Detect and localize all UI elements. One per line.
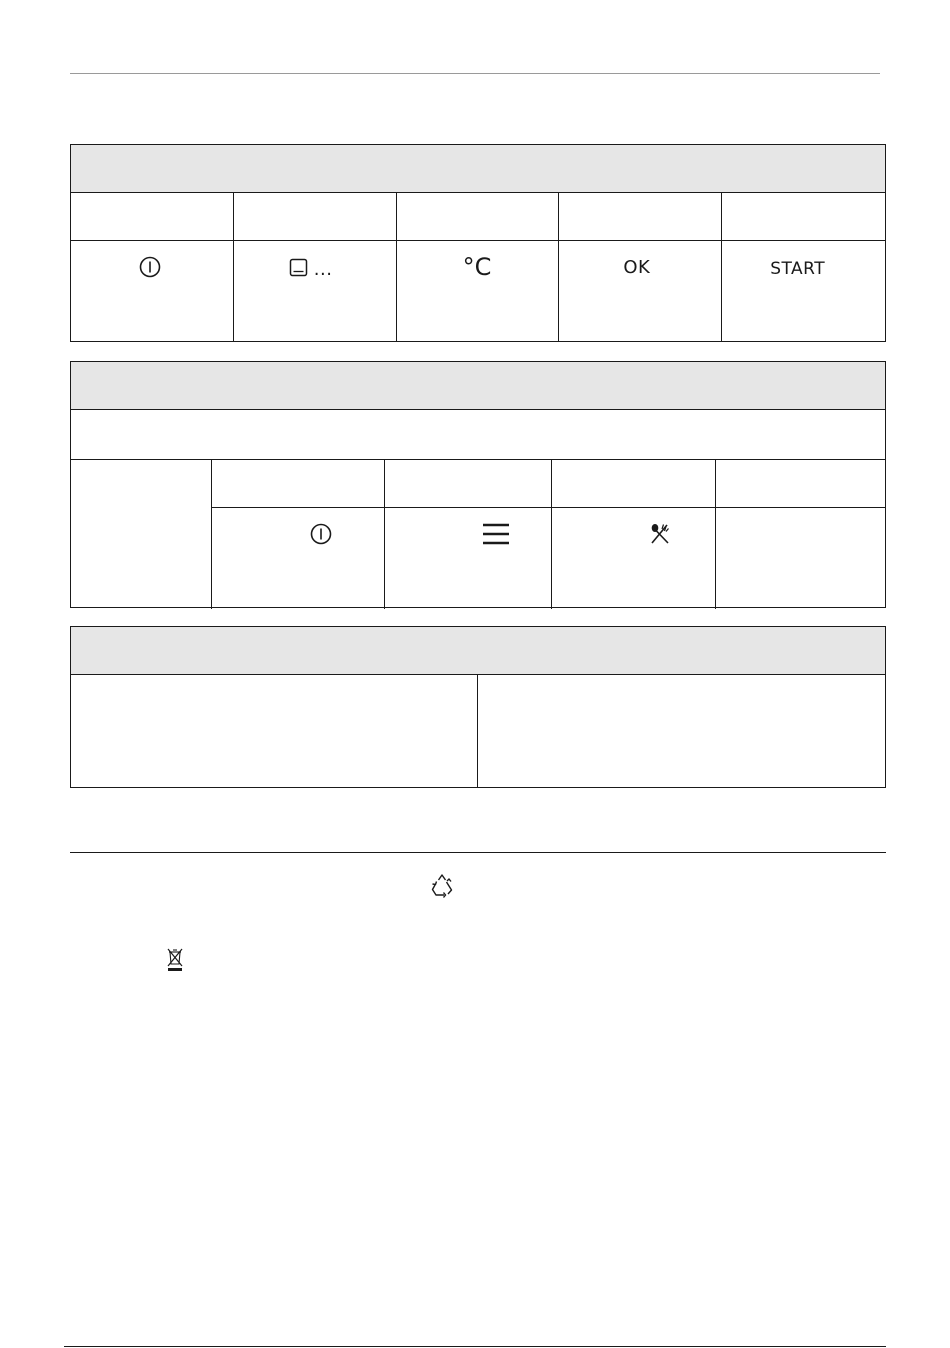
table-1-symbol-cell [71, 241, 234, 341]
table-2-wide-row [71, 410, 885, 460]
table-2-label-cell [552, 460, 716, 507]
table-2-symbol-cell [385, 508, 552, 609]
table-2-header [71, 362, 885, 410]
recycle-icon [429, 873, 455, 899]
table-1-label-cell [559, 193, 722, 240]
table-3-right-cell [478, 675, 885, 788]
table-3-body-row [71, 675, 885, 788]
menu-icon [482, 523, 510, 545]
table-2-body [71, 460, 885, 609]
table-1 [70, 144, 886, 342]
table-1-symbol-cell [722, 241, 885, 341]
oven-function-icon [289, 258, 309, 278]
table-2-symbol-row [212, 508, 885, 609]
table-1-label-cell [397, 193, 560, 240]
oven-function-dots: ... [313, 259, 333, 280]
table-2 [70, 361, 886, 608]
table-2-symbol-cell [552, 508, 716, 609]
top-rule [70, 73, 880, 74]
table-2-label-cell [385, 460, 552, 507]
table-1-header [71, 145, 885, 193]
power-icon [310, 523, 332, 545]
table-1-label-row [71, 193, 885, 241]
table-2-symbol-cell [212, 508, 385, 609]
celsius-icon: °C [462, 253, 492, 281]
table-3-left-cell [71, 675, 478, 788]
start-label: START [770, 259, 826, 279]
table-1-label-cell [71, 193, 234, 240]
weee-crossed-bin-icon [166, 947, 184, 973]
table-3 [70, 626, 886, 788]
cutlery-icon [649, 523, 671, 545]
ok-label: OK [623, 257, 651, 278]
table-1-symbol-cell [397, 241, 560, 341]
table-1-symbol-cell [234, 241, 397, 341]
table-1-symbol-row [71, 241, 885, 341]
table-2-label-cell [212, 460, 385, 507]
table-3-header [71, 627, 885, 675]
power-icon [139, 256, 161, 278]
table-1-symbol-cell [559, 241, 722, 341]
table-2-label-cell [716, 460, 885, 507]
table-2-label-row [212, 460, 885, 508]
bottom-rule [64, 1346, 886, 1347]
table-2-left-cell [71, 460, 212, 609]
table-1-label-cell [234, 193, 397, 240]
table-1-label-cell [722, 193, 885, 240]
table-2-symbol-cell [716, 508, 885, 609]
section-rule [70, 852, 886, 853]
